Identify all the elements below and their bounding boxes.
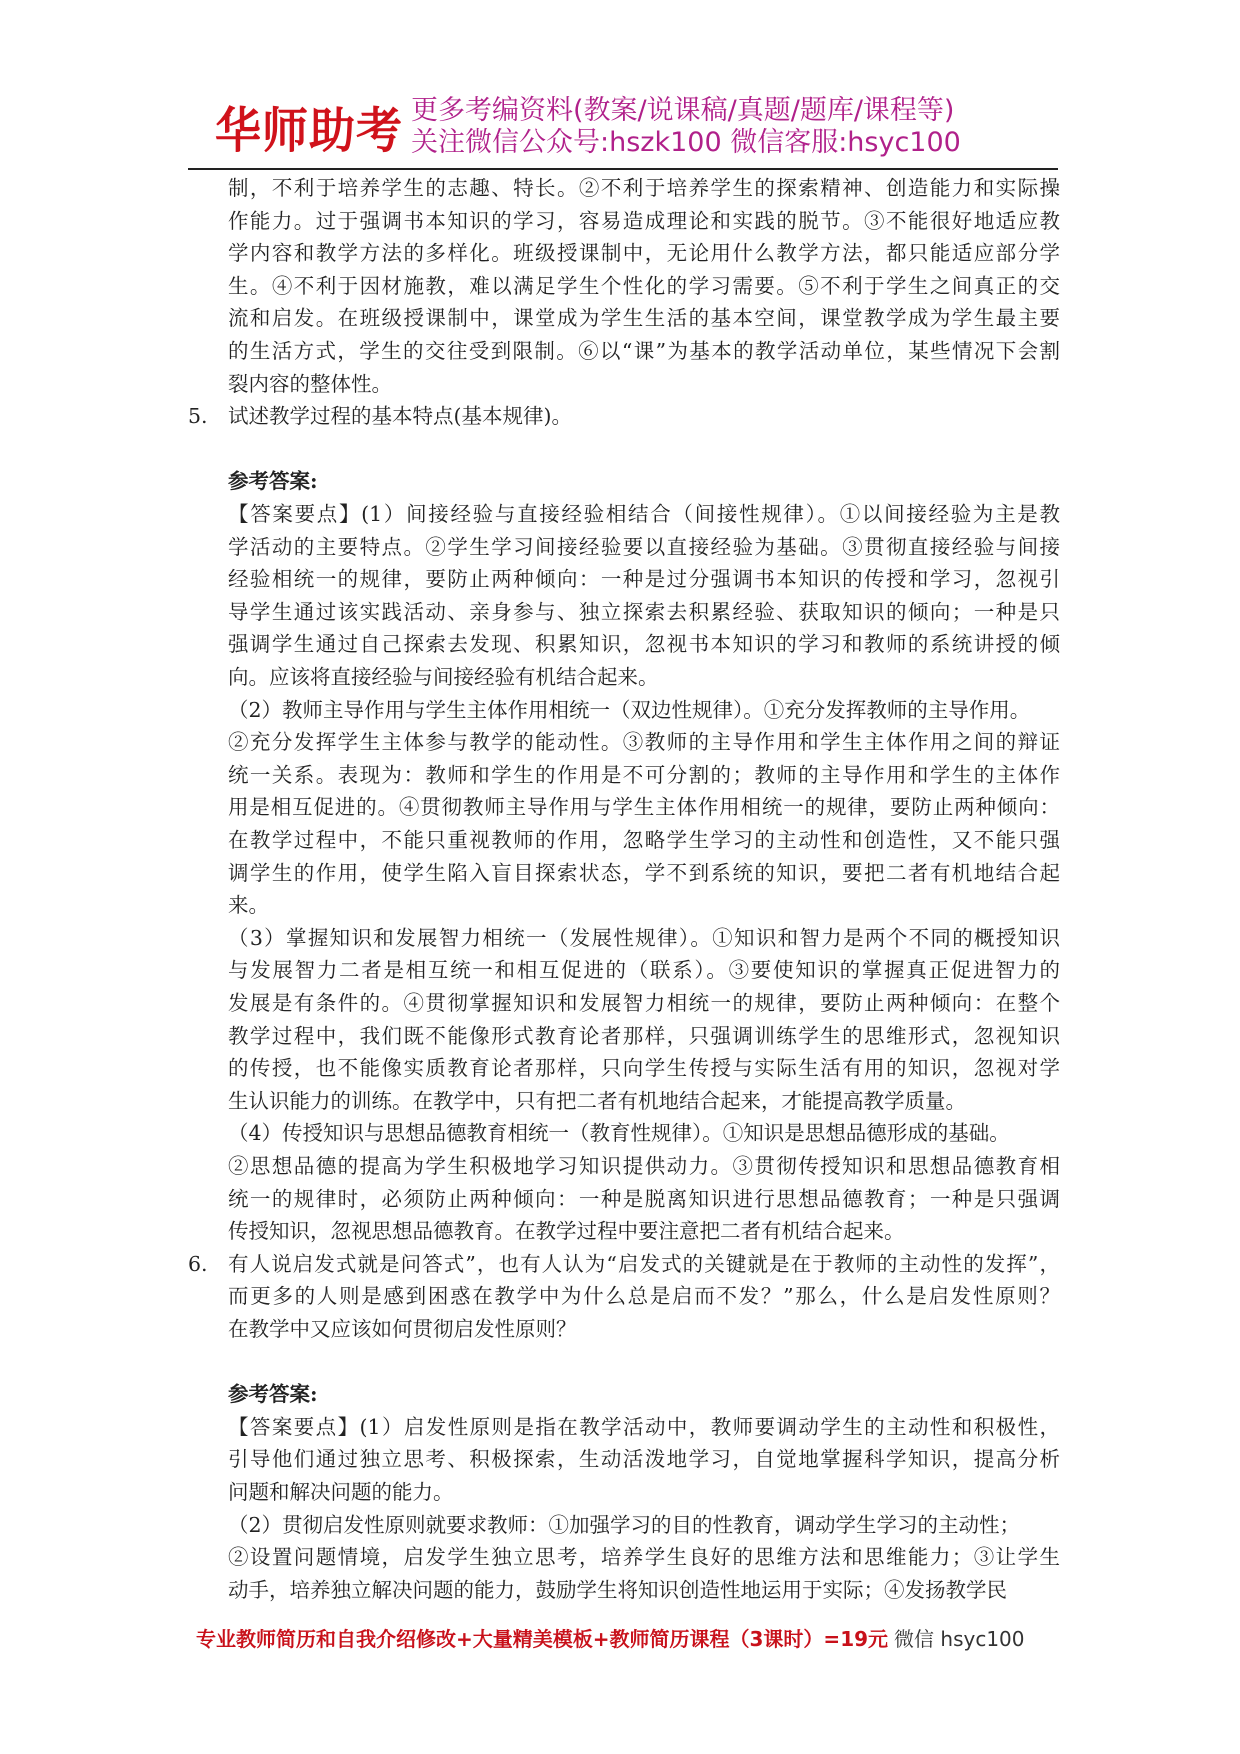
- text-line: ②设置问题情境，启发学生独立思考，培养学生良好的思维方法和思维能力；③让学生: [228, 1545, 1060, 1570]
- text-line: [228, 1346, 1060, 1378]
- text-line: [228, 433, 1060, 465]
- text-line: （2）教师主导作用与学生主体作用相统一（双边性规律）。①充分发挥教师的主导作用。: [228, 697, 1031, 722]
- text-line: 【答案要点】(1）启发性原则是指在教学活动中，教师要调动学生的主动性和积极性，: [228, 1414, 1060, 1439]
- text-line: 教学过程中，我们既不能像形式教育论者那样，只强调训练学生的思维形式，忽视知识: [228, 1023, 1060, 1048]
- text-line: 经验相统一的规律，要防止两种倾向：一种是过分强调书本知识的传授和学习，忽视引: [228, 567, 1060, 592]
- question-number: 6.: [188, 1251, 208, 1276]
- answer-heading: 参考答案:: [228, 469, 318, 494]
- text-line: 统一关系。表现为：教师和学生的作用是不可分割的；教师的主导作用和学生的主体作: [228, 762, 1060, 787]
- text-line: ②充分发挥学生主体参与教学的能动性。③教师的主导作用和学生主体作用之间的辩证: [228, 730, 1060, 755]
- promo-line-2: 关注微信公众号:hszk100 微信客服:hsyc100: [411, 127, 961, 158]
- promo-line-1: 更多考编资料(教案/说课稿/真题/题库/课程等): [411, 95, 955, 126]
- text-line: 动手，培养独立解决问题的能力，鼓励学生将知识创造性地运用于实际；④发扬教学民: [228, 1577, 1007, 1602]
- page-header-banner: [215, 92, 1045, 162]
- text-line: 生。④不利于因材施教，难以满足学生个性化的学习需要。⑤不利于学生之间真正的交: [228, 273, 1060, 298]
- text-line: 生认识能力的训练。在教学中，只有把二者有机地结合起来，才能提高教学质量。: [228, 1088, 966, 1113]
- text-line: 引导他们通过独立思考、积极探索，生动活泼地学习，自觉地掌握科学知识，提高分析: [228, 1447, 1060, 1472]
- text-line: 在教学过程中，不能只重视教师的作用，忽略学生学习的主动性和创造性，又不能只强: [228, 828, 1060, 852]
- question-number: 5.: [188, 404, 208, 429]
- text-line: 裂内容的整体性。: [228, 371, 392, 396]
- text-line: 与发展智力二者是相互统一和相互促进的（联系）。③要使知识的掌握真正促进智力的: [228, 958, 1060, 983]
- text-line: 向。应该将直接经验与间接经验有机结合起来。: [228, 665, 659, 689]
- text-line: 【答案要点】(1）间接经验与直接经验相结合（间接性规律）。①以间接经验为主是教: [228, 502, 1060, 526]
- text-line: 用是相互促进的。④贯彻教师主导作用与学生主体作用相统一的规律，要防止两种倾向：: [228, 795, 1060, 820]
- text-line: 制，不利于培养学生的志趣、特长。②不利于培养学生的探索精神、创造能力和实际操: [228, 176, 1060, 200]
- text-line: 统一的规律时，必须防止两种倾向：一种是脱离知识进行思想品德教育；一种是只强调: [228, 1186, 1060, 1211]
- promo-text: [411, 95, 961, 159]
- footer-ad-text: 专业教师简历和自我介绍修改+大量精美模板+教师简历课程（3课时）=19元: [196, 1627, 889, 1651]
- text-line: 在教学中又应该如何贯彻启发性原则？: [228, 1317, 577, 1341]
- text-line: 传授知识，忽视思想品德教育。在教学过程中要注意把二者有机结合起来。: [228, 1219, 905, 1244]
- text-line: 来。: [228, 893, 269, 918]
- text-line: 的传授，也不能像实质教育论者那样，只向学生传授与实际生活有用的知识，忽视对学: [228, 1056, 1060, 1081]
- header-divider: [188, 168, 1058, 170]
- text-line: 导学生通过该实践活动、亲身参与、独立探索去积累经验、获取知识的倾向；一种是只: [228, 599, 1060, 624]
- text-line: （4）传授知识与思想品德教育相统一（教育性规律）。①知识是思想品德形成的基础。: [228, 1121, 1010, 1146]
- text-line: 试述教学过程的基本特点(基本规律)。: [228, 404, 572, 429]
- text-line: 流和启发。在班级授课制中，课堂成为学生生活的基本空间，课堂教学成为学生最主要: [228, 306, 1060, 331]
- text-line: 的生活方式，学生的交往受到限制。⑥以“课”为基本的教学活动单位，某些情况下会割: [228, 339, 1060, 363]
- text-line: （3）掌握知识和发展智力相统一（发展性规律）。①知识和智力是两个不同的概授知识: [228, 925, 1060, 950]
- text-line: ②思想品德的提高为学生积极地学习知识提供动力。③贯彻传授知识和思想品德教育相: [228, 1154, 1060, 1178]
- text-line: 发展是有条件的。④贯彻掌握知识和发展智力相统一的规律，要防止两种倾向：在整个: [228, 991, 1060, 1015]
- text-line: 有人说启发式就是问答式”，也有人认为“启发式的关键就是在于教师的主动性的发挥”，: [228, 1251, 1060, 1276]
- text-line: 作能力。过于强调书本知识的学习，容易造成理论和实践的脱节。③不能很好地适应教: [228, 208, 1060, 233]
- footer-contact: 微信 hsyc100: [894, 1627, 1025, 1651]
- footer-ad: [196, 1623, 1025, 1652]
- text-line: （2）贯彻启发性原则就要求教师：①加强学习的目的性教育，调动学生学习的主动性；: [228, 1512, 1021, 1537]
- text-line: 强调学生通过自己探索去发现、积累知识，忽视书本知识的学习和教师的系统讲授的倾: [228, 632, 1060, 657]
- answer-heading: 参考答案:: [228, 1382, 318, 1407]
- text-line: 问题和解决问题的能力。: [228, 1480, 454, 1504]
- text-line: 学内容和教学方法的多样化。班级授课制中，无论用什么教学方法，都只能适应部分学: [228, 241, 1060, 266]
- brand-logo: 华师助考: [215, 101, 403, 159]
- text-line: 而更多的人则是感到困惑在教学中为什么总是启而不发？”那么，什么是启发性原则？: [228, 1284, 1060, 1309]
- text-line: 学活动的主要特点。②学生学习间接经验要以直接经验为基础。③贯彻直接经验与间接: [228, 534, 1060, 559]
- text-line: 调学生的作用，使学生陷入盲目探索状态，学不到系统的知识，要把二者有机地结合起: [228, 860, 1060, 885]
